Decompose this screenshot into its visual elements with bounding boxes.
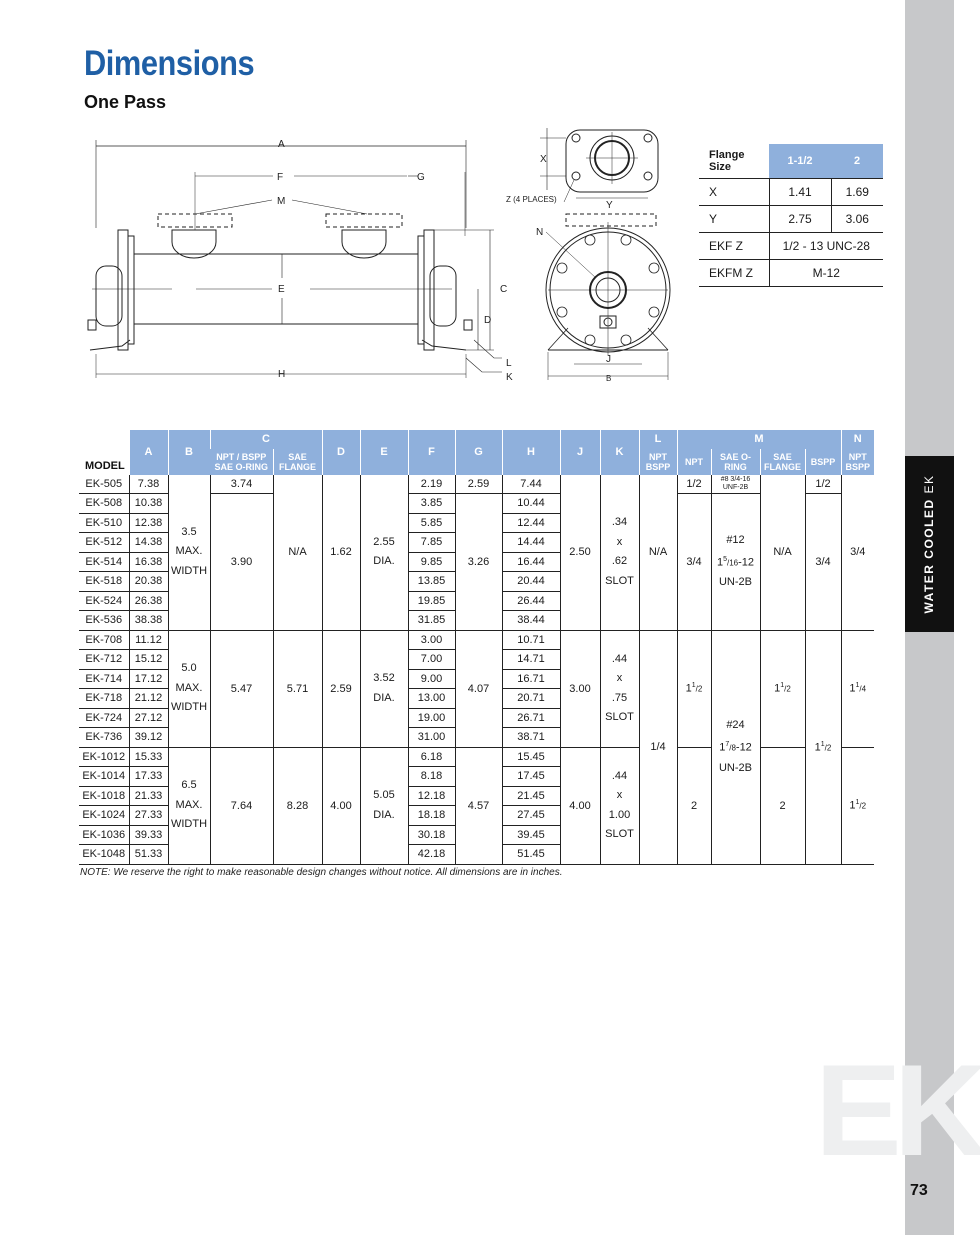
- page-subtitle: One Pass: [84, 92, 167, 112]
- label-B: B: [606, 374, 612, 383]
- table-row: EK-1018 21.33 12.18 21.45: [79, 786, 874, 806]
- page-title: Dimensions: [84, 44, 255, 83]
- label-N: N: [536, 227, 544, 238]
- flange-row-x: X 1.41 1.69: [699, 179, 883, 206]
- footnote: NOTE: We reserve the right to make reasonable design changes without notice. All dimensions are in inches.: [80, 867, 563, 878]
- table-row: EK-1048 51.33 42.18 51.45: [79, 845, 874, 865]
- flange-row-ekf-z: EKF Z 1/2 - 13 UNC-28: [699, 233, 883, 260]
- table-row: EK-524 26.38 19.85 26.44: [79, 591, 874, 611]
- label-C: C: [500, 284, 508, 295]
- label-L: L: [506, 358, 512, 369]
- label-E: E: [278, 284, 285, 295]
- flange-row-ekfm-z: EKFM Z M-12: [699, 260, 883, 287]
- label-Z: Z (4 PLACES): [506, 195, 557, 204]
- flange-header-label: Flange Size: [699, 144, 769, 179]
- table-row: EK-512 14.38 7.85 14.44: [79, 533, 874, 553]
- table-row: EK-708 11.12 5.0 MAX. WIDTH 5.47 5.71 2.59 3.52 DIA. 3.00 4.07 10.71 3.00 .44 x .75 SLOT 1/4 $1^1/2$ #24 $1^7/8-12$ UN-2B $1^1/2$ $1^1/2$ $1^1/4$: [79, 630, 874, 650]
- flange-header-2: 2: [831, 144, 883, 179]
- label-K: K: [506, 372, 513, 383]
- table-row: EK-536 38.38 31.85 38.44: [79, 611, 874, 631]
- table-header-sub: NPT / BSPP SAE O-RING SAE FLANGE NPT BSPP NPT SAE O-RING SAE FLANGE BSPP NPT BSPP: [79, 449, 874, 475]
- flange-row-y: Y 2.75 3.06: [699, 206, 883, 233]
- label-J: J: [606, 354, 611, 365]
- watermark-text: EK: [815, 1037, 980, 1183]
- label-X: X: [540, 154, 547, 165]
- table-row: EK-518 20.38 13.85 20.44: [79, 572, 874, 592]
- section-label: WATER COOLED EK: [922, 474, 936, 614]
- table-row: EK-510 12.38 5.85 12.44: [79, 513, 874, 533]
- table-row: EK-718 21.12 13.00 20.71: [79, 689, 874, 709]
- table-row: EK-1024 27.33 18.18 27.45: [79, 806, 874, 826]
- flange-table: [699, 144, 883, 287]
- label-H: H: [278, 369, 286, 380]
- dimensions-table: [79, 430, 874, 865]
- table-row: EK-1014 17.33 8.18 17.45: [79, 767, 874, 787]
- table-row: EK-712 15.12 7.00 14.71: [79, 650, 874, 670]
- label-F: F: [277, 172, 284, 183]
- header-model: MODEL: [79, 430, 129, 475]
- label-D: D: [484, 315, 492, 326]
- technical-drawing: [82, 118, 682, 388]
- table-row: EK-508 10.38 3.90 3.85 3.26 10.44 3/4 #12 $1^5/16-12$ UN-2B 3/4: [79, 494, 874, 514]
- table-row: EK-1036 39.33 30.18 39.45: [79, 825, 874, 845]
- page-number: 73: [910, 1182, 928, 1199]
- table-row: EK-714 17.12 9.00 16.71: [79, 669, 874, 689]
- table-header-top: MODEL A B C D E F G H J K L M N: [79, 430, 874, 449]
- flange-header-1-1-2: 1-1/2: [769, 144, 831, 179]
- table-row: EK-736 39.12 31.00 38.71: [79, 728, 874, 748]
- table-row: EK-514 16.38 9.85 16.44: [79, 552, 874, 572]
- label-M: M: [277, 196, 286, 207]
- label-G: G: [417, 172, 425, 183]
- table-row: EK-1012 15.33 6.5 MAX. WIDTH 7.64 8.28 4.00 5.05 DIA. 6.18 4.57 15.45 4.00 .44 x 1.00 SLOT 2 2 $1^1/2$: [79, 747, 874, 767]
- label-Y: Y: [606, 200, 613, 211]
- label-A: A: [278, 139, 285, 150]
- table-row: EK-505 7.38 3.5 MAX. WIDTH 3.74 N/A 1.62 2.55 DIA. 2.19 2.59 7.44 2.50 .34 x .62 SLOT N/A 1/2 #8 3/4-16 UNF-2B N/A 1/2 3/4: [79, 475, 874, 494]
- table-row: EK-724 27.12 19.00 26.71: [79, 708, 874, 728]
